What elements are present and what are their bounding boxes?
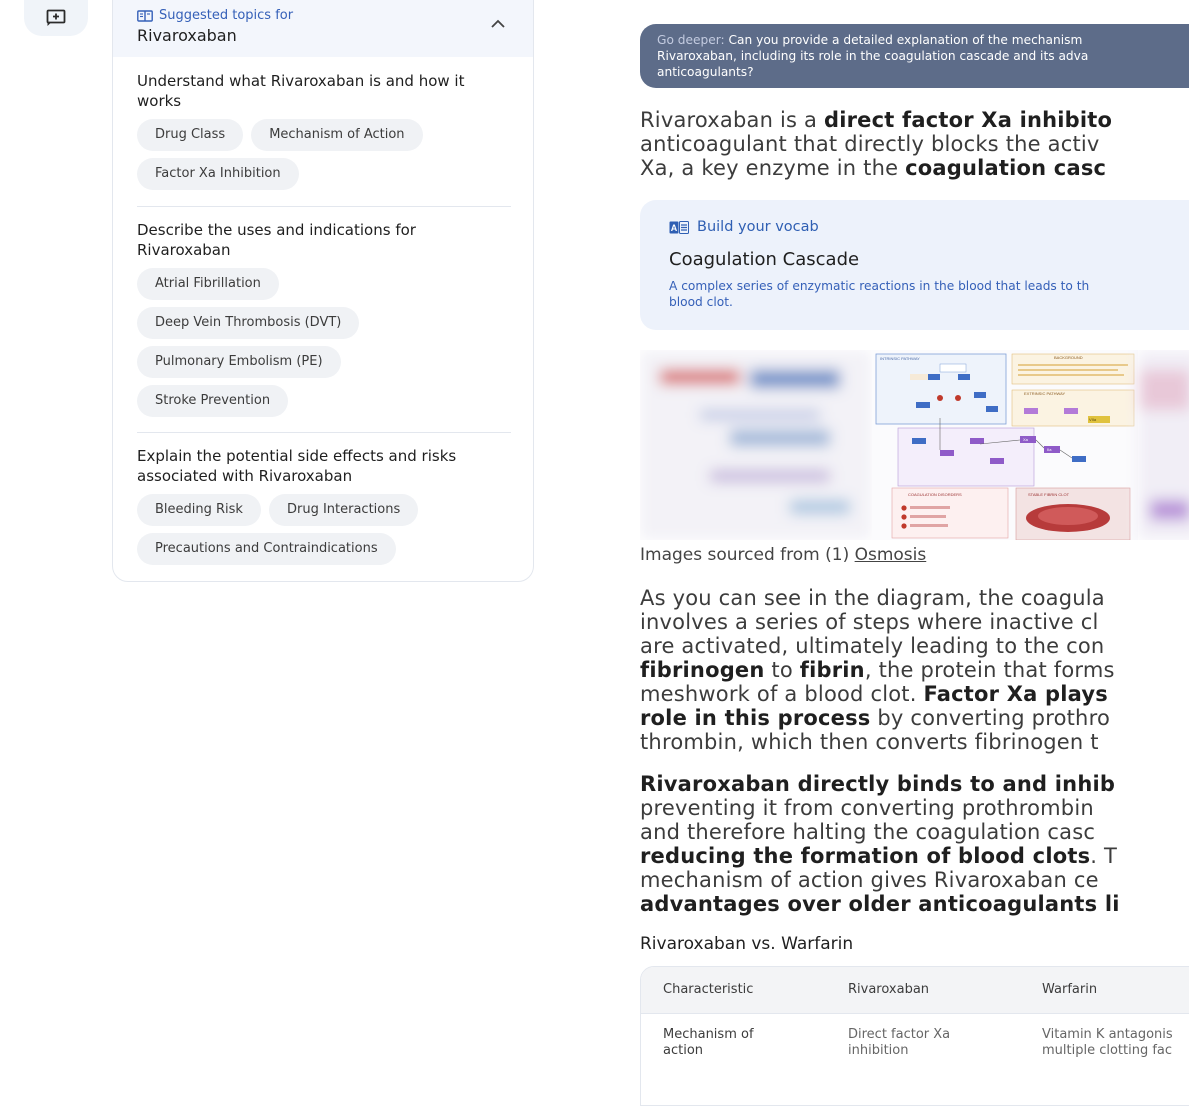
book-icon [137,10,153,22]
diagram-label-intrinsic: INTRINSIC PATHWAY [880,356,920,361]
table-cell [663,1027,754,1059]
bold-text: Factor Xa plays [923,682,1108,706]
section-question: Understand what Rivaroxaban is and how it works [137,72,465,110]
blurred-thumbnail-left [640,350,872,540]
diagram-label-disorders: COAGULATION DISORDERS [908,492,962,497]
go-deeper-line-2: Rivaroxaban, including its role in the coagulation cascade and its adva [657,49,1089,63]
images-source [640,545,926,565]
image-carousel[interactable] [640,350,1189,540]
osmosis-link[interactable]: Osmosis [854,545,927,565]
text: action [663,1043,704,1058]
text: inhibition [848,1043,909,1058]
comparison-table [640,966,1189,1106]
section-question: Describe the uses and indications for Rivaroxaban [137,221,416,259]
text: anticoagulant that directly blocks the activ [640,132,1100,156]
text: Vitamin K antagonis [1042,1027,1173,1042]
chip-dvt[interactable]: Deep Vein Thrombosis (DVT) [137,307,359,339]
blurred-thumbnail-right [1138,350,1189,540]
coagulation-diagram [872,350,1138,540]
topic-section-2 [137,220,511,417]
topic-section-3 [137,446,511,565]
dictionary-icon [669,221,689,234]
vocab-header [669,219,819,235]
diagram-label-extrinsic: EXTRINSIC PATHWAY [1024,391,1066,396]
go-deeper-line-1 [657,32,1189,48]
diagram-label-xa: Xa [1023,437,1028,442]
table-header-cell: Characteristic [663,982,754,997]
new-chat-button[interactable] [24,0,88,36]
vocab-header-text: Build your vocab [697,219,819,235]
section-question: Explain the potential side effects and risks associated with Rivaroxaban [137,447,457,485]
table-title: Rivaroxaban vs. Warfarin [640,934,854,954]
text: As you can see in the diagram, the coagula [640,586,1105,610]
text: A complex series of enzymatic reactions in the blood that leads to th [669,279,1090,293]
svg-text:A: A [670,222,678,233]
text: by converting prothro [870,706,1110,730]
text: blood clot. [669,295,733,309]
table-header-row [641,967,1189,1014]
bold-text: coagulation casc [905,156,1107,180]
chevron-up-icon[interactable] [489,17,507,31]
chip-stroke-prevention[interactable]: Stroke Prevention [137,385,288,417]
text: . T [1090,844,1118,868]
diagram-label-background: BACKGROUND [1054,355,1083,360]
text: thrombin, which then converts fibrinogen t [640,730,1099,754]
diagram-label-viia: VIIa [1089,417,1097,422]
chip-factor-xa-inhibition[interactable]: Factor Xa Inhibition [137,158,299,190]
text: Rivaroxaban is a [640,108,824,132]
table-cell [848,1027,950,1059]
text: Xa, a key enzyme in the [640,156,906,180]
suggested-topics-panel [112,0,534,582]
diagram-label-fibrin-clot: STABLE FIBRIN CLOT [1028,492,1070,497]
panel-header [113,0,533,57]
chip-atrial-fibrillation[interactable]: Atrial Fibrillation [137,268,279,300]
go-deeper-text: Can you provide a detailed explanation of the mechanism [728,33,1083,47]
coagulation-diagram-image[interactable] [640,350,1189,540]
chip-drug-interactions[interactable]: Drug Interactions [269,494,418,526]
chip-mechanism-of-action[interactable]: Mechanism of Action [251,119,422,151]
bold-text: reducing the formation of blood clots [640,844,1091,868]
text: meshwork of a blood clot. [640,682,924,706]
table-header-cell: Rivaroxaban [848,982,930,997]
panel-subtitle-text: Suggested topics for [159,8,294,23]
paragraph-diagram [640,586,1189,754]
text: , the protein that forms [864,658,1115,682]
vocab-term: Coagulation Cascade [669,249,860,270]
text: mechanism of action gives Rivaroxaban ce [640,868,1099,892]
chip-pulmonary-embolism[interactable]: Pulmonary Embolism (PE) [137,346,341,378]
text: to [764,658,800,682]
bold-text: Rivaroxaban directly binds to and inhib [640,772,1116,796]
panel-title: Rivaroxaban [137,26,237,45]
bold-text: fibrinogen [640,658,765,682]
intro-paragraph [640,108,1189,180]
text: and therefore halting the coagulation casc [640,820,1096,844]
chip-precautions[interactable]: Precautions and Contraindications [137,533,396,565]
divider [137,206,511,207]
go-deeper-prompt[interactable] [640,24,1189,88]
bold-text: direct factor Xa inhibito [823,108,1113,132]
chip-bleeding-risk[interactable]: Bleeding Risk [137,494,261,526]
text: Mechanism of [663,1027,754,1042]
table-header-cell: Warfarin [1042,982,1098,997]
bold-text: fibrin [799,658,865,682]
text: Direct factor Xa [848,1027,951,1042]
text: involves a series of steps where inactive cl [640,610,1099,634]
paragraph-mechanism [640,772,1189,916]
table-cell [1042,1027,1173,1059]
text: preventing it from converting prothrombin [640,796,1094,820]
bold-text: advantages over older anticoagulants li [640,892,1120,916]
diagram-label-iia: IIa [1047,447,1052,452]
text: Images sourced from (1) [640,545,855,565]
divider [137,432,511,433]
bold-text: role in this process [640,706,871,730]
panel-subtitle [137,8,293,23]
go-deeper-label: Go deeper: [657,33,725,47]
vocab-card[interactable] [640,200,1189,330]
add-comment-icon [46,9,66,27]
vocab-definition [669,278,1089,310]
go-deeper-line-3: anticoagulants? [657,65,754,79]
chip-drug-class[interactable]: Drug Class [137,119,243,151]
topic-section-1 [137,71,511,190]
text: multiple clotting fac [1042,1043,1173,1058]
text: are activated, ultimately leading to the con [640,634,1105,658]
